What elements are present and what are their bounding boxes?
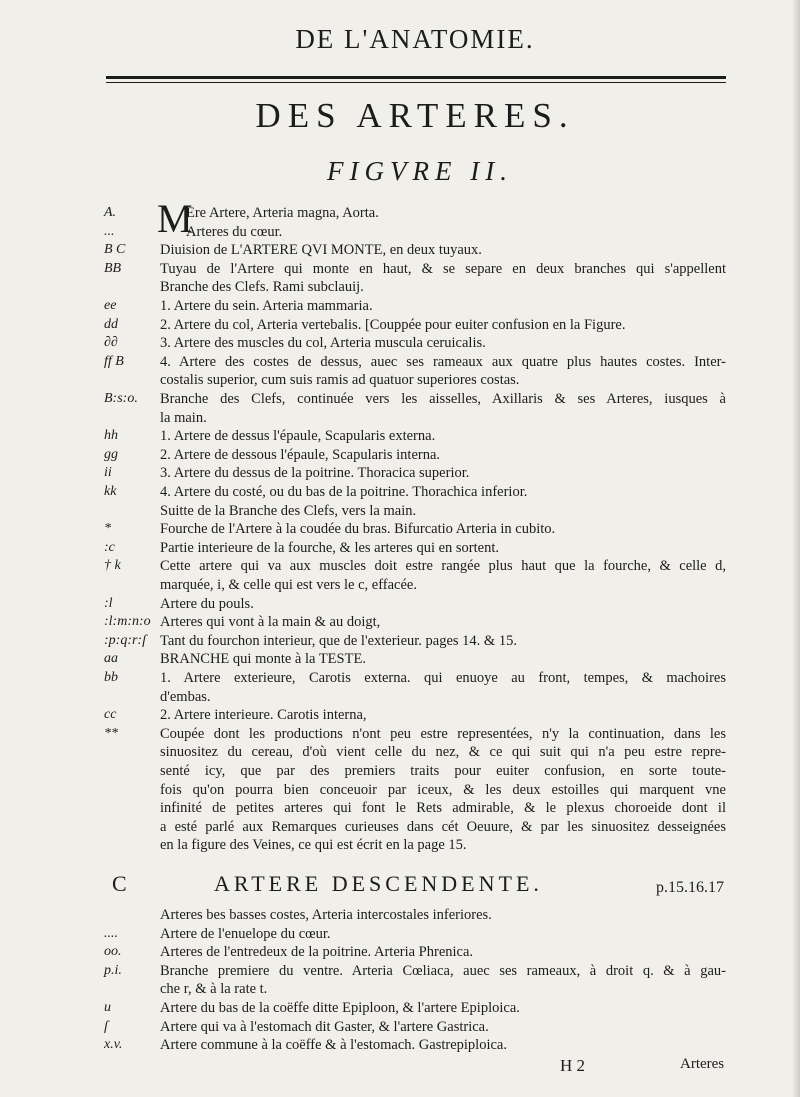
- legend-key: oo.: [104, 944, 122, 960]
- signature-mark: H 2: [560, 1056, 586, 1075]
- legend-key: :p:q:r:ſ: [104, 632, 146, 648]
- legend-key: p.i.: [104, 962, 122, 978]
- legend-text: 2. Artere interieure. Carotis interna,: [160, 707, 367, 724]
- legend-key: ee: [104, 298, 117, 313]
- legend-text: Partie interieure de la fourche, & les arteres qui en sortent.: [160, 539, 500, 556]
- legend-text: Artere qui va à l'estomach dit Gaster, & l'artere Gastrica.: [160, 1018, 489, 1035]
- legend-text: 3. Artere du dessus de la poitrine. Thoracica superior.: [160, 465, 470, 482]
- legend-text: Artere de l'enuelope du cœur.: [160, 925, 331, 942]
- page-title: DES ARTERES.: [255, 96, 575, 135]
- legend-text: Arteres du cœur.: [186, 223, 283, 240]
- legend-text: la main.: [160, 409, 207, 426]
- legend-key: u: [104, 1000, 111, 1015]
- legend-text: che r, & à la rate t.: [160, 981, 268, 998]
- legend-text: Arteres de l'entredeux de la poitrine. Arteria Phrenica.: [160, 944, 474, 961]
- legend-key: ff B: [104, 353, 124, 369]
- legend-key: ii: [104, 465, 112, 481]
- section-pages: p.15.16.17: [656, 879, 724, 896]
- legend-key: ∂∂: [104, 335, 118, 351]
- legend-text: Artere du bas de la coëffe ditte Epiploon, & l'artere Epiploica.: [160, 1000, 520, 1016]
- legend-key: cc: [104, 707, 117, 723]
- legend-text: Artere commune à la coëffe & à l'estomach. Gastrepiploica.: [160, 1037, 507, 1054]
- legend-text: senté icy, que par des premiers traits pour euiter confusion, en sorte toute-: [160, 762, 726, 779]
- legend-text: Cette artere qui va aux muscles doit estre rangée plus haut que la fourche, & celle d,: [160, 558, 726, 575]
- legend-key: **: [104, 725, 118, 741]
- legend-key: gg: [104, 446, 118, 462]
- legend-text: 1. Artere exterieure, Carotis externa. qui enuoye au front, tempes, & machoires: [160, 670, 726, 686]
- legend-key: ....: [104, 925, 118, 941]
- legend-text: 1. Artere de dessus l'épaule, Scapularis externa.: [160, 428, 436, 445]
- legend-text: costalis superior, cum suis ramis ad quatuor superiores costas.: [160, 372, 520, 389]
- legend-key: ſ: [104, 1018, 108, 1034]
- legend-key: x.v.: [104, 1037, 123, 1053]
- legend-text: fois qu'on pourra bien conceuoir par iceux, & les deux estoilles qui marquent vne: [160, 781, 726, 798]
- section-key: C: [112, 871, 127, 896]
- section-title: ARTERE DESCENDENTE.: [214, 871, 543, 896]
- legend-key: A.: [104, 205, 117, 220]
- legend-key: ...: [104, 223, 115, 239]
- legend-text: infinité de petites arteres qui font le Rets admirable, & le plexus choroeide dont il: [160, 800, 726, 817]
- legend-text: Suitte de la Branche des Clefs, vers la main.: [160, 502, 417, 519]
- legend-text: sinuositez du cereau, d'où vient celle du nez, & ce qui suit qui n'a peu estre repre-: [160, 744, 726, 761]
- legend-key: B C: [104, 242, 126, 258]
- legend-text: Branche des Clefs. Rami subclauij.: [160, 279, 364, 296]
- legend-text: 2. Artere du col, Arteria vertebalis. [Couppée pour euiter confusion en la Figure.: [160, 316, 626, 333]
- page-edge-shadow: [792, 0, 800, 1097]
- legend-key: kk: [104, 484, 117, 499]
- legend-text: 4. Artere des costes de dessus, auec ses rameaux aux quatre plus hautes costes. Inter-: [160, 353, 726, 370]
- legend-key: † k: [104, 558, 121, 574]
- running-head: DE L'ANATOMIE.: [295, 24, 535, 54]
- legend-text: Fourche de l'Artere à la coudée du bras. Bifurcatio Arteria in cubito.: [160, 521, 556, 538]
- legend-text: 3. Artere des muscles du col, Arteria musculа ceruicalis.: [160, 335, 486, 352]
- legend-key: hh: [104, 428, 118, 444]
- legend-key: :l: [104, 595, 113, 611]
- legend-key: BB: [104, 260, 122, 276]
- legend-key: aa: [104, 651, 118, 667]
- legend-text: 4. Artere du costé, ou du bas de la poitrine. Thorachica inferior.: [160, 484, 528, 500]
- legend-text: a esté parlé aux Remarques curieuses dans cét Oeuure, & par les sinuositez desseignées: [160, 818, 726, 835]
- legend-text: Branche premiere du ventre. Arteria Cœliaca, auec ses rameaux, à droit q. & à gau-: [160, 962, 726, 979]
- legend-text: en la figure des Veines, ce qui est écrit en la page 15.: [160, 837, 467, 854]
- legend-key: :c: [104, 539, 115, 555]
- legend-text: Branche des Clefs, continuée vers les aisselles, Axillaris & ses Arteres, iusques à: [160, 391, 726, 407]
- legend-text: 2. Artere de dessous l'épaule, Scapularis interna.: [160, 446, 441, 463]
- legend-text: Artere du pouls.: [160, 595, 254, 612]
- legend-text: d'embas.: [160, 688, 211, 705]
- legend-text: Coupée dont les productions n'ont peu estre representées, n'y la continuation, dans les: [160, 725, 726, 742]
- legend-text: Arteres qui vont à la main & au doigt,: [160, 614, 381, 631]
- legend-text: BRANCHE qui monte à la TESTE.: [160, 651, 366, 668]
- catchword: Arteres: [680, 1056, 725, 1072]
- legend-text: 1. Artere du sein. Arteria mammaria.: [160, 298, 373, 314]
- legend-key: *: [104, 521, 111, 537]
- legend-key: dd: [104, 316, 118, 332]
- header-rule: [106, 76, 726, 83]
- legend-text: Tant du fourchon interieur, que de l'exterieur. pages 14. & 15.: [160, 632, 517, 649]
- legend-key: B:s:o.: [104, 391, 138, 406]
- figure-title: FIGVRE II.: [327, 156, 513, 186]
- legend-text: Diuision de L'ARTERE QVI MONTE, en deux tuyaux.: [160, 242, 482, 259]
- legend-text: Arteres bes basses costes, Arteria intercostales inferiores.: [160, 907, 492, 923]
- legend-key: bb: [104, 670, 118, 685]
- drop-cap: M: [157, 196, 193, 241]
- legend-text: Tuyau de l'Artere qui monte en haut, & se separe en deux branches qui s'appellent: [160, 260, 726, 277]
- legend-key: :l:m:n:o: [104, 614, 151, 630]
- legend-text: marquée, i, & celle qui est vers le c, effacée.: [160, 576, 417, 593]
- legend-text: Ere Artere, Arteria magna, Aorta.: [186, 205, 379, 221]
